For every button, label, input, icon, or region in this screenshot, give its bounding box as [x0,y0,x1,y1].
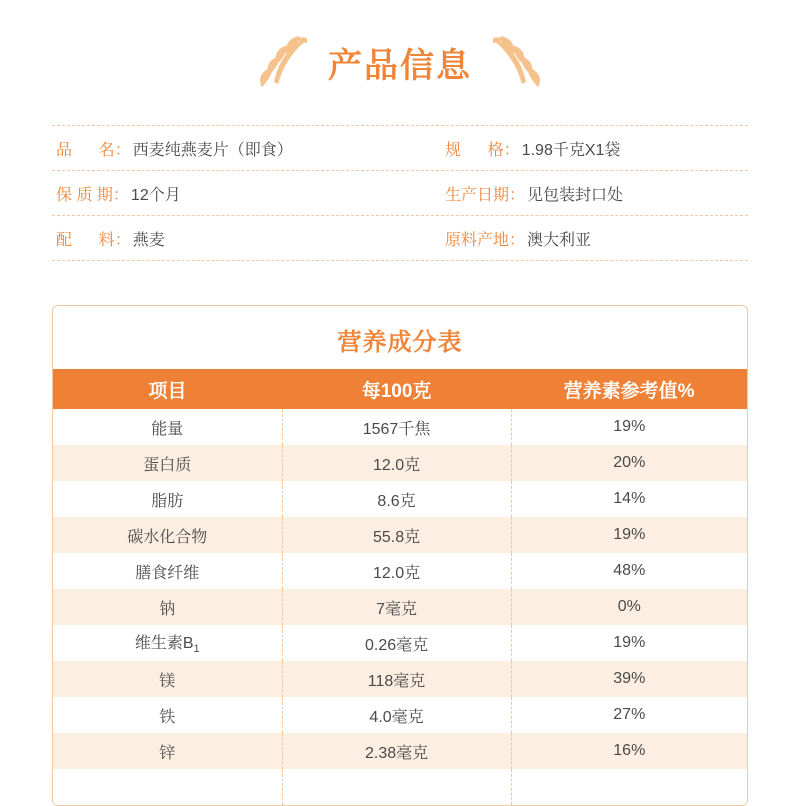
nutrition-facts-panel [52,305,748,806]
column-header-per-100g: 每100克 [282,369,511,409]
info-row [52,216,748,261]
column-header-item: 项目 [53,369,282,409]
cell-amount: 0.26毫克 [282,625,511,661]
info-label: 原料产地 [445,231,510,249]
cell-item: 碳水化合物 [53,517,282,553]
cell-item-subscript: 1 [193,643,200,656]
info-cell-spec [397,137,748,160]
table-row [53,589,747,625]
info-value: 澳大利亚 [527,231,592,249]
cell-item: 膳食纤维 [53,553,282,589]
table-row [53,661,747,697]
info-label: 生产日期 [445,186,510,204]
info-value: 1.98千克X1袋 [521,141,621,159]
cell-item: 锌 [53,733,282,769]
cell-nrv: 39% [511,661,747,697]
info-label: 保 质 期 [56,186,113,204]
cell-item [53,625,282,661]
info-colon: ： [114,231,131,249]
info-value: 见包装封口处 [527,186,624,204]
cell-nrv: 0% [511,589,747,625]
info-label: 品 名 [56,141,115,159]
page-title: 产品信息 [328,46,472,85]
cell-nrv: 48% [511,553,747,589]
table-row [53,625,747,661]
info-cell-ingredients [52,227,397,250]
cell-nrv: 27% [511,697,747,733]
cell-amount: 8.6克 [282,481,511,517]
cell-amount: 12.0克 [282,445,511,481]
info-row [52,171,748,216]
cell-amount: 2.38毫克 [282,733,511,769]
cell-amount: 55.8克 [282,517,511,553]
info-colon: ： [509,231,526,249]
table-row [53,697,747,733]
info-colon: ： [509,186,526,204]
cell-nrv: 19% [511,625,747,661]
info-colon: ： [114,141,131,159]
info-value: 西麦纯燕麦片（即食） [132,141,293,159]
table-row [53,733,747,769]
info-colon: ： [112,186,129,204]
nutrition-table [53,369,747,805]
info-cell-shelf-life [52,182,397,205]
cell-nrv: 14% [511,481,747,517]
cell-item: 钠 [53,589,282,625]
table-row [53,481,747,517]
cell-amount: 1567千焦 [282,409,511,445]
cell-amount: 12.0克 [282,553,511,589]
info-colon: ： [503,141,520,159]
cell-nrv: 16% [511,733,747,769]
cell-item: 铁 [53,697,282,733]
info-row [52,126,748,171]
cell-amount: 7毫克 [282,589,511,625]
info-cell-name [52,137,397,160]
info-label: 配 料 [56,231,115,249]
table-row [53,409,747,445]
cell-item: 能量 [53,409,282,445]
table-header-row [53,369,747,409]
cell-item: 镁 [53,661,282,697]
cell-item: 脂肪 [53,481,282,517]
cell-nrv: 19% [511,517,747,553]
wheat-icon-left [244,34,310,97]
cell-amount: 4.0毫克 [282,697,511,733]
nutrition-title: 营养成分表 [337,329,463,356]
info-value: 燕麦 [132,231,165,249]
info-value: 12个月 [130,186,181,204]
table-row [53,445,747,481]
info-cell-production-date [397,182,748,205]
cell-item: 蛋白质 [53,445,282,481]
cell-nrv: 20% [511,445,747,481]
table-row [53,517,747,553]
column-header-nrv: 营养素参考值% [511,369,747,409]
cell-amount: 118毫克 [282,661,511,697]
info-label: 规 格 [445,141,504,159]
wheat-icon-right [490,34,556,97]
info-cell-origin [397,227,748,250]
page-title-row [0,0,800,97]
cell-item-text: 维生素B [134,635,194,653]
cell-nrv: 19% [511,409,747,445]
table-row [53,553,747,589]
product-info-table [52,125,748,261]
